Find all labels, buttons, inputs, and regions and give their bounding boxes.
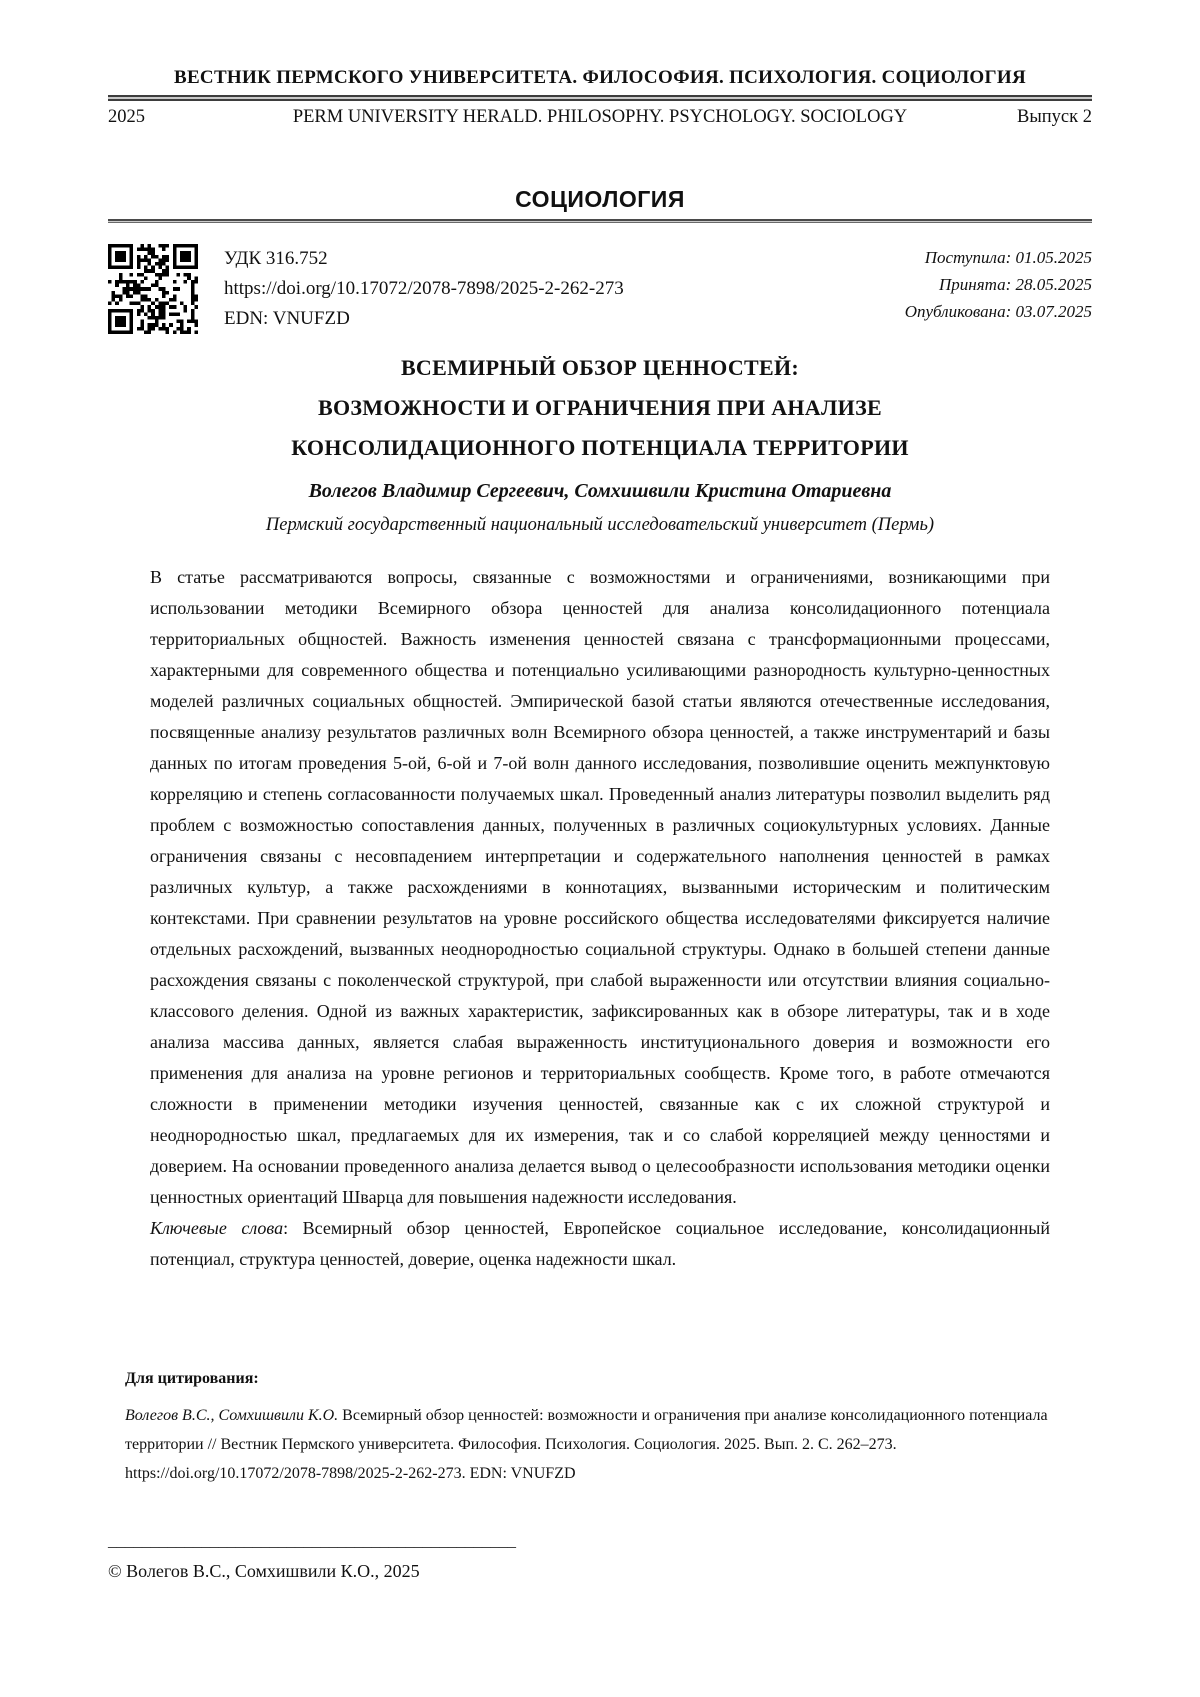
running-head-row: [108, 106, 1092, 129]
keywords-text: : Всемирный обзор ценностей, Европейское социальное исследование, консолидационный потенциал, структура ценностей, доверие, оценка надежности шкал.: [150, 1218, 1050, 1269]
abstract-block: [150, 562, 1050, 1275]
abstract-text: В статье рассматриваются вопросы, связанные с возможностями и ограничениями, возникающими при использовании методики Всемирного обзора ценностей для анализа консолидационного потенциала территориальных общностей. Важность изменения ценностей связана с трансформационными процессами, характерными для современного общества и потенциально усиливающими разнородность культурно-ценностных моделей различных социальных общностей. Эмпирической базой статьи являются отечественные исследования, посвященные анализу результатов различных волн Всемирного обзора ценностей, а также инструментарий и базы данных по итогам проведения 5-ой, 6-ой и 7-ой волн данного исследования, позволившие оценить межпунктовую корреляцию и степень согласованности получаемых шкал. Проведенный анализ литературы позволил выделить ряд проблем с возможностью сопоставления данных, полученных в различных социокультурных условиях. Данные ограничения связаны с несовпадением интерпретации и содержательного наполнения ценностей в рамках различных культур, а также расхождениями в коннотациях, вызванными историческим и политическим контекстами. При сравнении результатов на уровне российского общества исследователями фиксируется наличие отдельных расхождений, вызванных неоднородностью социальной структуры. Однако в большей степени данные расхождения связаны с поколенческой структурой, при слабой выраженности или отсутствии влияния социально-классового деления. Одной из важных характеристик, зафиксированных как в обзоре литературы, так и в ходе анализа массива данных, является слабая выраженность институционального доверия и возможности его применения для анализа на уровне регионов и территориальных сообществ. Кроме того, в работе отмечаются сложности в применении методики изучения ценностей, связанные как с их сложной структурой и неоднородностью шкал, предлагаемых для их измерения, так и со слабой корреляцией между ценностями и доверием. На основании проведенного анализа делается вывод о целесообразности использования методики оценки ценностных ориентаций Шварца для повышения надежности исследования.: [150, 567, 1050, 1207]
journal-title-en: PERM UNIVERSITY HERALD. PHILOSOPHY. PSYCHOLOGY. SOCIOLOGY: [292, 107, 908, 127]
header-rule: [108, 95, 1092, 101]
copyright-line: © Волегов В.С., Сомхишвили К.О., 2025: [108, 1561, 420, 1581]
date-accepted: Принята: 28.05.2025: [938, 275, 1092, 294]
article-title: [108, 348, 1092, 468]
submission-dates: [905, 244, 1092, 325]
running-head: [108, 66, 1092, 129]
date-received: Поступила: 01.05.2025: [924, 248, 1092, 267]
article-title-line-1: ВСЕМИРНЫЙ ОБЗОР ЦЕННОСТЕЙ:: [400, 355, 800, 380]
article-title-line-3: КОНСОЛИДАЦИОННОГО ПОТЕНЦИАЛА ТЕРРИТОРИИ: [291, 435, 909, 460]
section-rule: [108, 219, 1092, 223]
affiliation-line: Пермский государственный национальный исследовательский университет (Пермь): [265, 515, 935, 535]
citation-reference: Всемирный обзор ценностей: возможности и ограничения при анализе консолидационного потенциала территории // Вестник Пермского университета. Философия. Психология. Социология. 2025. Вып. 2. С. 262–273. https://doi.org/10.17072/2078-7898/2025-2-262-273. EDN: VNUFZD: [125, 1407, 1048, 1482]
edn-code: EDN: VNUFZD: [224, 308, 350, 329]
section-heading: СОЦИОЛОГИЯ: [515, 186, 685, 212]
udc-number: УДК 316.752: [224, 248, 328, 269]
qr-code-icon: [108, 244, 198, 334]
page-footer: [108, 1532, 516, 1583]
footnote-rule: ________________________________________________: [108, 1531, 516, 1550]
publication-year: 2025: [108, 107, 145, 127]
issue-number: Выпуск 2: [1017, 107, 1092, 127]
citation-block: [108, 1368, 1092, 1488]
article-title-line-2: ВОЗМОЖНОСТИ И ОГРАНИЧЕНИЯ ПРИ АНАЛИЗЕ: [318, 395, 882, 420]
udc-block: [224, 244, 624, 334]
article-meta: [108, 244, 1092, 334]
keywords-line: [150, 1213, 1050, 1275]
keywords-label: Ключевые слова: [150, 1218, 284, 1238]
doi-text: https://doi.org/10.17072/2078-7898/2025-2-262-273: [224, 278, 624, 299]
date-published: Опубликована: 03.07.2025: [904, 302, 1092, 321]
authors-line: Волегов Владимир Сергеевич, Сомхишвили Кристина Отариевна: [308, 480, 892, 502]
citation-text: [125, 1401, 1092, 1488]
citation-authors: Волегов В.С., Сомхишвили К.О.: [125, 1407, 339, 1424]
citation-label: Для цитирования:: [125, 1370, 259, 1387]
journal-title-ru: ВЕСТНИК ПЕРМСКОГО УНИВЕРСИТЕТА. ФИЛОСОФИЯ. ПСИХОЛОГИЯ. СОЦИОЛОГИЯ: [173, 67, 1026, 88]
